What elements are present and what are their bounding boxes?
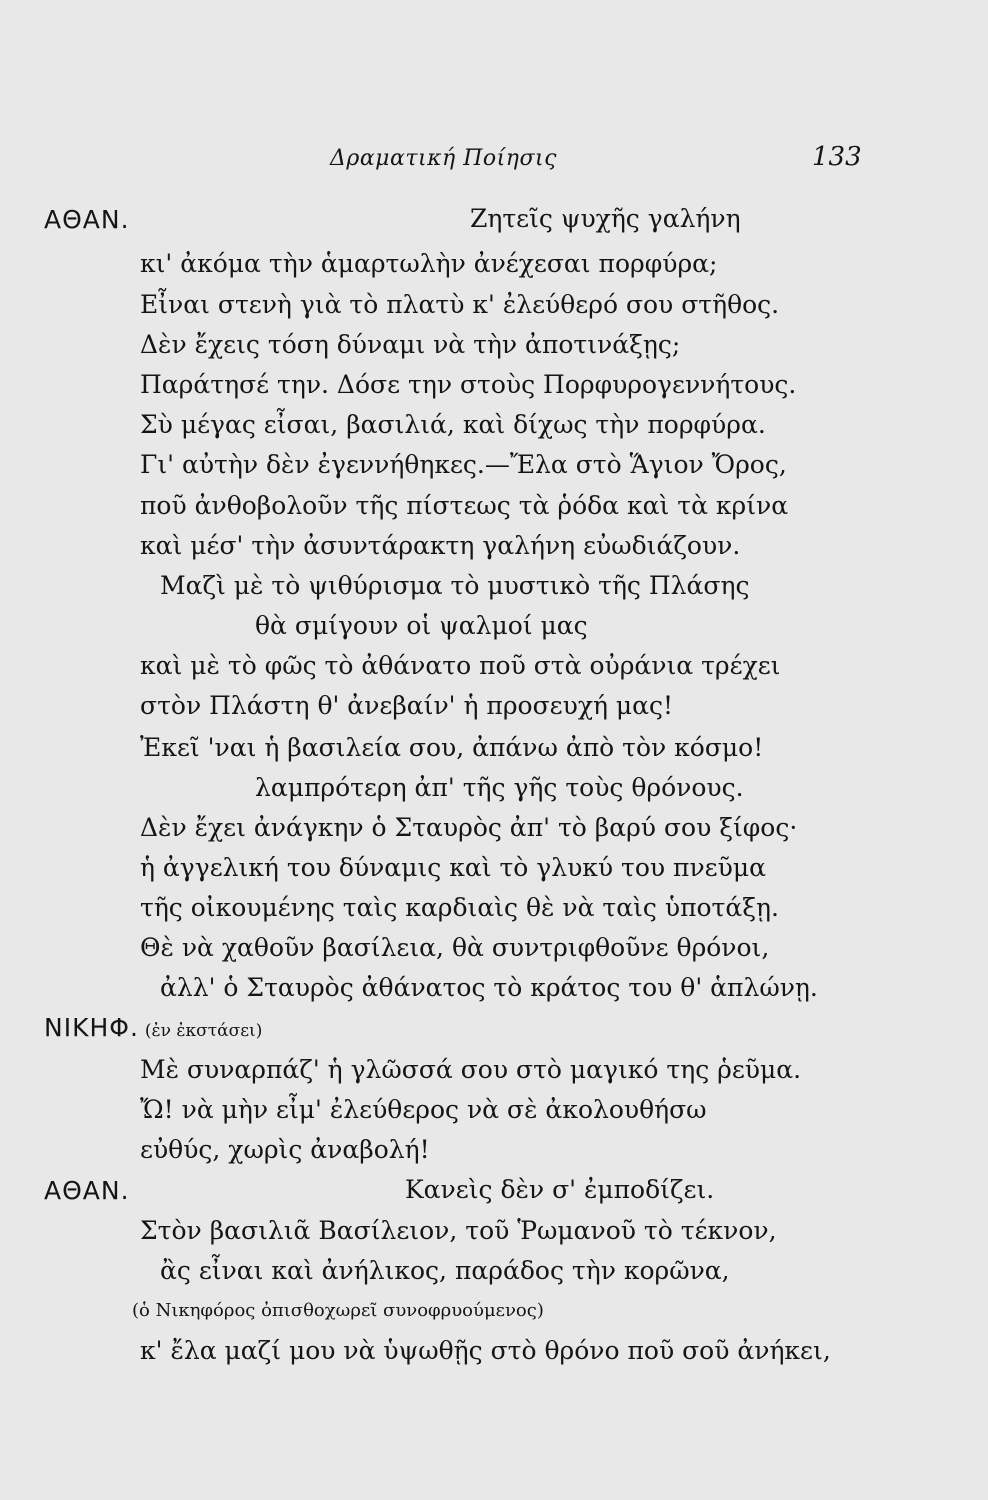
verse-line: ἂς εἶναι καὶ ἀνήλικος, παράδος τὴν κορῶνα, — [160, 1256, 730, 1285]
verse-line: Κανεὶς δὲν σ' ἐμποδίζει. — [405, 1175, 715, 1204]
verse-line: ἀλλ' ὁ Σταυρὸς ἀθάνατος τὸ κράτος του θ' ἁπλώνῃ. — [160, 973, 818, 1002]
verse-line: καὶ μέσ' τὴν ἀσυντάρακτη γαλήνη εὐωδιάζουν. — [140, 531, 741, 560]
stage-direction: (ὁ Νικηφόρος ὀπισθοχωρεῖ συνοφρυούμενος) — [132, 1300, 544, 1321]
speaker-athan: ΑΘΑΝ. — [44, 1176, 130, 1205]
verse-line: Εἶναι στενὴ γιὰ τὸ πλατὺ κ' ἐλεύθερό σου στῆθος. — [140, 290, 780, 319]
page-header — [0, 142, 988, 176]
verse-line: καὶ μὲ τὸ φῶς τὸ ἀθάνατο ποῦ στὰ οὐράνια τρέχει — [140, 651, 781, 680]
verse-line: θὰ σμίγουν οἱ ψαλμοί μας — [255, 611, 588, 640]
verse-line: Ζητεῖς ψυχῆς γαλήνη — [470, 204, 741, 233]
verse-line: Στὸν βασιλιᾶ Βασίλειον, τοῦ Ῥωμανοῦ τὸ τέκνον, — [140, 1216, 777, 1245]
page-number: 133 — [812, 142, 862, 172]
verse-line: Μὲ συναρπάζ' ἡ γλῶσσά σου στὸ μαγικό της ῥεῦμα. — [140, 1055, 802, 1084]
stage-direction: (ἐν ἐκστάσει) — [144, 1021, 263, 1041]
speaker-nikif — [44, 1013, 262, 1046]
verse-line: Θὲ νὰ χαθοῦν βασίλεια, θὰ συντριφθοῦνε θρόνοι, — [140, 933, 770, 962]
verse-line: εὐθύς, χωρὶς ἀναβολή! — [140, 1135, 430, 1164]
speaker-nikif-label: ΝΙΚΗΦ. — [44, 1013, 139, 1042]
verse-line: στὸν Πλάστη θ' ἀνεβαίν' ἡ προσευχή μας! — [140, 691, 674, 720]
verse-line: Σὺ μέγας εἶσαι, βασιλιά, καὶ δίχως τὴν πορφύρα. — [140, 410, 766, 439]
verse-line: Ἐκεῖ 'ναι ἡ βασιλεία σου, ἀπάνω ἀπὸ τὸν κόσμο! — [140, 733, 764, 762]
verse-line: Ὤ! νὰ μὴν εἶμ' ἐλεύθερος νὰ σὲ ἀκολουθήσω — [140, 1095, 707, 1124]
running-title: Δραματική Ποίησις — [330, 146, 557, 171]
verse-line: λαμπρότερη ἀπ' τῆς γῆς τοὺς θρόνους. — [255, 773, 744, 802]
verse-line: ποῦ ἀνθοβολοῦν τῆς πίστεως τὰ ῥόδα καὶ τὰ κρίνα — [140, 491, 789, 520]
verse-line: Γι' αὐτὴν δὲν ἐγεννήθηκες.—Ἔλα στὸ Ἅγιον Ὄρος, — [140, 450, 787, 479]
verse-line: Μαζὶ μὲ τὸ ψιθύρισμα τὸ μυστικὸ τῆς Πλάσης — [160, 571, 750, 600]
verse-line: ἡ ἀγγελική του δύναμις καὶ τὸ γλυκύ του πνεῦμα — [140, 853, 766, 882]
speaker-athan: ΑΘΑΝ. — [44, 205, 130, 234]
verse-line: Παράτησέ την. Δόσε την στοὺς Πορφυρογεννήτους. — [140, 370, 797, 399]
verse-line: Δὲν ἔχει ἀνάγκην ὁ Σταυρὸς ἀπ' τὸ βαρύ σου ξίφος· — [140, 813, 798, 842]
verse-line: κ' ἔλα μαζί μου νὰ ὑψωθῇς στὸ θρόνο ποῦ σοῦ ἀνήκει, — [140, 1336, 831, 1365]
verse-line: Δὲν ἔχεις τόση δύναμι νὰ τὴν ἀποτινάξῃς; — [140, 330, 681, 359]
verse-line: κι' ἀκόμα τὴν ἁμαρτωλὴν ἀνέχεσαι πορφύρα; — [140, 249, 718, 278]
verse-line: τῆς οἰκουμένης ταὶς καρδιαὶς θὲ νὰ ταὶς ὑποτάξῃ. — [140, 893, 779, 922]
